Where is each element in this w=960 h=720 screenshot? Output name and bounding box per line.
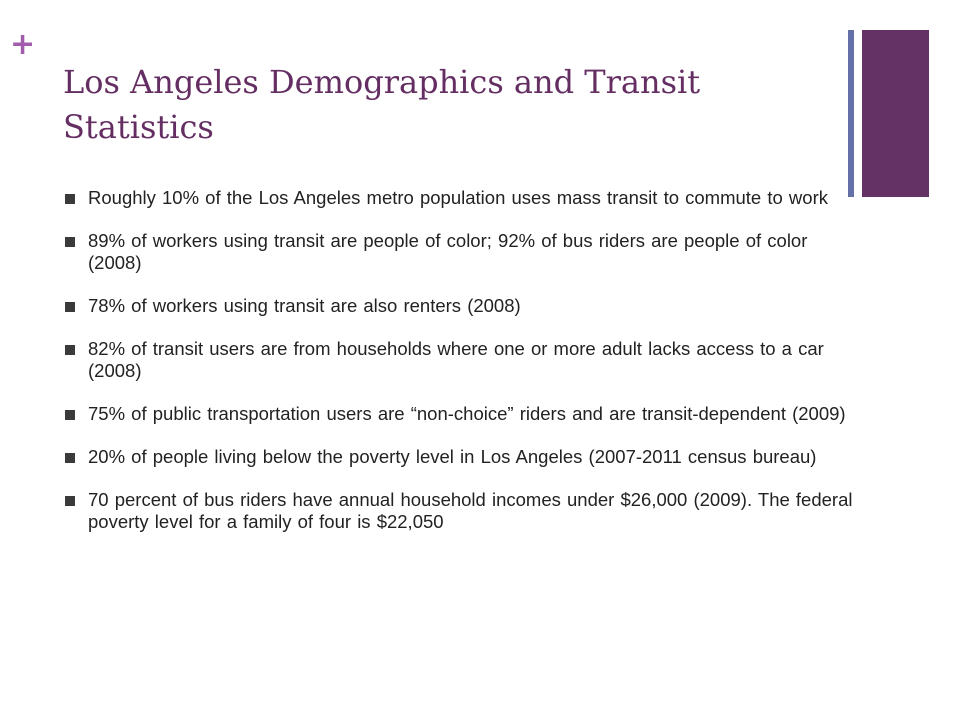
bullet-text: 20% of people living below the poverty level in Los Angeles (2007-2011 census bureau) [88,446,817,467]
bullet-item [64,403,864,425]
bullet-item [64,446,864,468]
bullet-text: 75% of public transportation users are “non-choice” riders and are transit-dependent (2009) [88,403,846,424]
square-bullet-icon [65,194,75,204]
square-bullet-icon [65,302,75,312]
square-bullet-icon [65,345,75,355]
bullet-text: Roughly 10% of the Los Angeles metro population uses mass transit to commute to work [88,187,828,208]
bullet-item [64,295,864,317]
bullet-item [64,230,864,274]
accent-bar-thin [848,30,854,197]
slide-title: Los Angeles Demographics and Transit Statistics [63,63,701,146]
bullet-item [64,489,864,533]
square-bullet-icon [65,237,75,247]
square-bullet-icon [65,453,75,463]
accent-bar-wide [862,30,929,197]
bullet-text: 82% of transit users are from households where one or more adult lacks access to a car (2008) [88,338,824,381]
square-bullet-icon [65,496,75,506]
plus-icon: + [10,27,36,62]
square-bullet-icon [65,410,75,420]
bullet-item [64,338,864,382]
bullet-text: 78% of workers using transit are also renters (2008) [88,295,521,316]
bullet-list [64,187,864,554]
bullet-text: 89% of workers using transit are people of color; 92% of bus riders are people of color (2008) [88,230,808,273]
bullet-item [64,187,864,209]
bullet-text: 70 percent of bus riders have annual household incomes under $26,000 (2009). The federal poverty level for a family of four is $22,050 [88,489,853,532]
